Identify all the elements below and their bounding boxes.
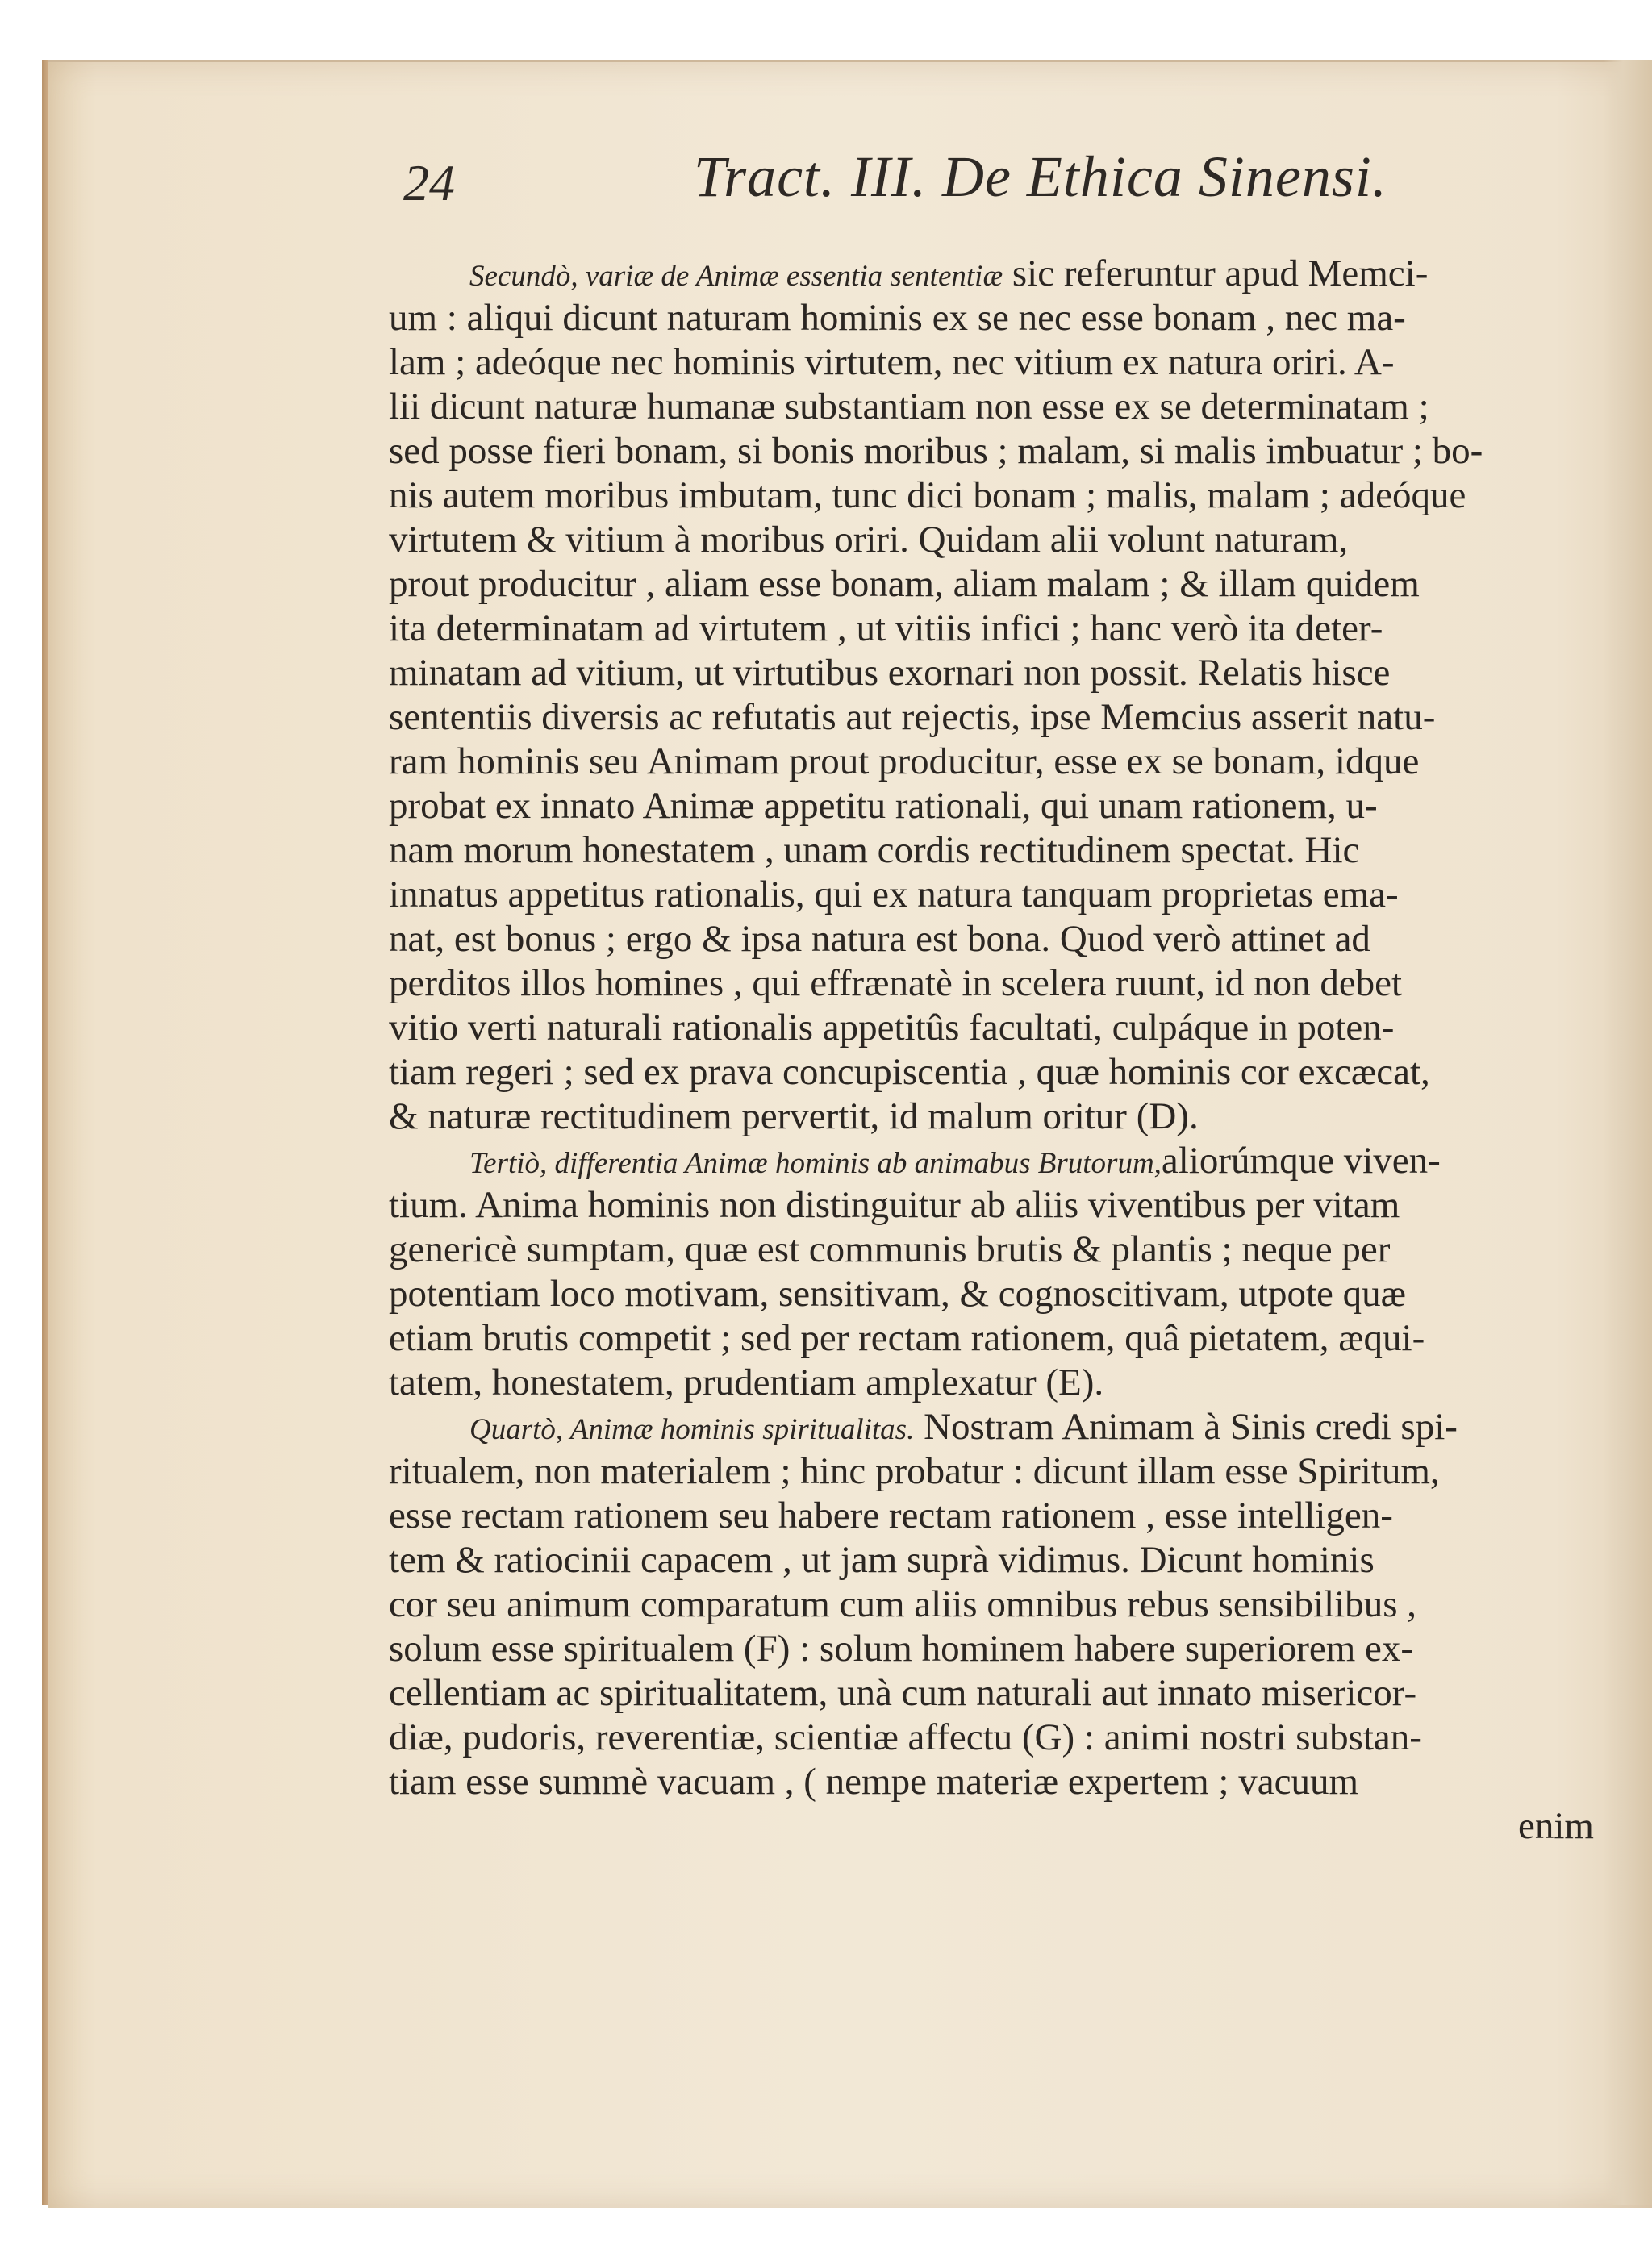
text-line: genericè sumptam, quæ est communis brutis & plantis ; neque per (389, 1228, 1391, 1270)
text-line: cellentiam ac spiritualitatem, unà cum naturali aut innato misericor- (389, 1672, 1417, 1714)
text-line: lam ; adeóque nec hominis virtutem, nec vitium ex natura oriri. A- (389, 341, 1395, 383)
page-number: 24 (403, 154, 455, 211)
text-line: tiam regeri ; sed ex prava concupiscentia , quæ hominis cor excæcat, (389, 1051, 1430, 1093)
text-line: ritualem, non materialem ; hinc probatur : dicunt illam esse Spiritum, (389, 1450, 1440, 1492)
text-line: nat, est bonus ; ergo & ipsa natura est bona. Quod verò attinet ad (389, 918, 1370, 960)
text-line: & naturæ rectitudinem pervertit, id malum oritur (D). (389, 1095, 1199, 1137)
paragraph-1-heading: Secundò, variæ de Animæ essentia sententiæ (469, 260, 1003, 293)
text-line: perditos illos homines , qui effrænatè in scelera ruunt, id non debet (389, 962, 1403, 1004)
text-line: tiam esse summè vacuam , ( nempe materiæ expertem ; vacuum (389, 1761, 1359, 1803)
text-line: cor seu animum comparatum cum aliis omnibus rebus sensibilibus , (389, 1583, 1417, 1625)
text-line: lii dicunt naturæ humanæ substantiam non esse ex se determinatam ; (389, 386, 1429, 427)
text-line: diæ, pudoris, reverentiæ, scientiæ affectu (G) : animi nostri substan- (389, 1716, 1422, 1758)
text-line: vitio verti naturali rationalis appetitûs facultati, culpáque in poten- (389, 1007, 1395, 1049)
running-head: Tract. III. De Ethica Sinensi. (694, 144, 1387, 209)
text-line: solum esse spiritualem (F) : solum hominem habere superiorem ex- (389, 1628, 1414, 1670)
paragraph-3-line-1: Quartò, Animæ hominis spiritualitas. Nostram Animam à Sinis credi spi- (469, 1406, 1458, 1448)
text-line: probat ex innato Animæ appetitu rationali, qui unam rationem, u- (389, 785, 1378, 827)
text-line: prout producitur , aliam esse bonam, aliam malam ; & illam quidem (389, 563, 1420, 605)
text-line: innatus appetitus rationalis, qui ex natura tanquam proprietas ema- (389, 874, 1399, 915)
text-line: nam morum honestatem , unam cordis rectitudinem spectat. Hic (389, 829, 1360, 871)
text-line: tem & ratiocinii capacem , ut jam suprà vidimus. Dicunt hominis (389, 1539, 1375, 1581)
text-line: tatem, honestatem, prudentiam amplexatur (E). (389, 1361, 1104, 1403)
catchword: enim (1518, 1805, 1594, 1847)
paragraph-1-line-1: Secundò, variæ de Animæ essentia sententiæ sic referuntur apud Memci- (469, 252, 1429, 294)
text-line: sed posse fieri bonam, si bonis moribus ; malam, si malis imbuatur ; bo- (389, 430, 1483, 472)
body-text (389, 252, 1615, 1849)
text-line: etiam brutis competit ; sed per rectam rationem, quâ pietatem, æqui- (389, 1317, 1425, 1359)
text-line: ita determinatam ad virtutem , ut vitiis infici ; hanc verò ita deter- (389, 607, 1383, 649)
text-line: esse rectam rationem seu habere rectam rationem , esse intelligen- (389, 1495, 1393, 1537)
text-line: tium. Anima hominis non distinguitur ab aliis viventibus per vitam (389, 1184, 1400, 1226)
text-line: um : aliqui dicunt naturam hominis ex se nec esse bonam , nec ma- (389, 297, 1406, 339)
text-line: virtutem & vitium à moribus oriri. Quidam alii volunt naturam, (389, 519, 1349, 561)
paragraph-2-line-1: Tertiò, differentia Animæ hominis ab animabus Brutorum,aliorúmque viven- (469, 1140, 1441, 1182)
text-line: minatam ad vitium, ut virtutibus exornari non possit. Relatis hisce (389, 652, 1391, 694)
paragraph-3-heading: Quartò, Animæ hominis spiritualitas. (469, 1413, 915, 1446)
paragraph-2-heading: Tertiò, differentia Animæ hominis ab animabus Brutorum, (469, 1147, 1162, 1180)
text-line: nis autem moribus imbutam, tunc dici bonam ; malis, malam ; adeóque (389, 474, 1466, 516)
text-line: potentiam loco motivam, sensitivam, & cognoscitivam, utpote quæ (389, 1273, 1406, 1315)
text-line: sententiis diversis ac refutatis aut rejectis, ipse Memcius asserit natu- (389, 696, 1436, 738)
text-line: ram hominis seu Animam prout producitur, esse ex se bonam, idque (389, 740, 1420, 782)
